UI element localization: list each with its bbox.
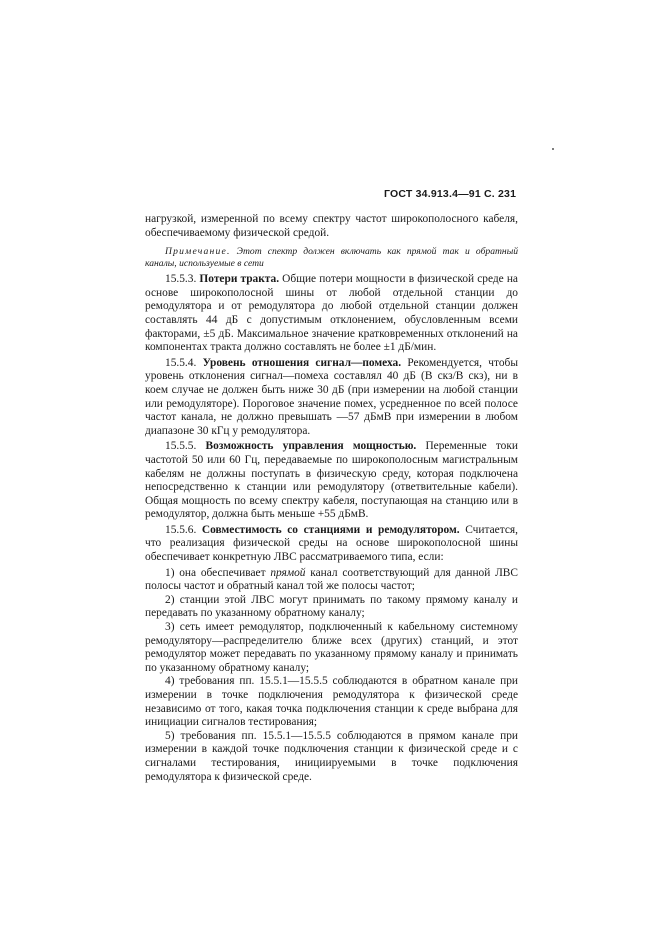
note-text: Этот спектр должен включать как прямой так и обратный каналы, используемые в сети [145, 246, 518, 269]
section-15-5-5 [145, 440, 518, 522]
section-title: Возможность управления мощностью. [205, 440, 417, 453]
section-title: Уровень отношения сигнал—помеха. [202, 356, 402, 369]
section-title: Потери тракта. [199, 273, 280, 286]
list-item-1: 1) она обеспечивает прямой канал соответствующий для данной ЛВС полосы частот и обратный канал той же полосы частот; [145, 566, 519, 593]
document-body [145, 213, 518, 784]
continuation-paragraph: нагрузкой, измеренной по всему спектру частот широкополосного кабеля, обеспечиваемому физической средой. [145, 213, 518, 239]
section-number: 15.5.6. [165, 523, 197, 536]
section-15-5-4 [145, 357, 518, 439]
list-item-2: 2) станции этой ЛВС могут принимать по такому прямому каналу и передавать по указанному обратному каналу; [145, 593, 518, 620]
note [145, 246, 518, 269]
scan-speck [552, 148, 554, 150]
list-item-3: 3) сеть имеет ремодулятор, подключенный к кабельному системному ремодулятору—распределителю ближе всех (других) станций, и этот ремодулятор может передавать по указанному прямому каналу и принимать по указанному обратному каналу; [145, 621, 518, 674]
section-15-5-3 [145, 273, 518, 355]
list-item-4: 4) требования пп. 15.5.1—15.5.5 соблюдаются в обратном канале при измерении в точке подключения ремодулятора к физической среде независимо от того, какая точка подключения станции к среде выбрана для инициации сигналов тестирования; [145, 675, 518, 729]
page-header: ГОСТ 34.913.4—91 С. 231 [384, 188, 517, 200]
section-number: 15.5.5. [165, 440, 197, 453]
section-text: Общие потери мощности в физической среде на основе широкополосной шины от любой отдельной станции до ремодулятора и от ремодулятора до любой отдельной станции должен составлять 44 дБ с допустимым отклонением, обусловленным всеми факторами, ±5 дБ. Максимальное значение кратковременных отклонений на компонентах тракта должно составлять не более ±1 дБ/мин. [145, 273, 518, 354]
section-number: 15.5.4. [165, 356, 197, 369]
section-text: Переменные токи частотой 50 или 60 Гц, передаваемые по широкополосным магистральным кабелям не должны поступать в физическую среду, которая подключена непосредственно к станции или ремодулятору (ответвительные кабели). Общая мощность по всему спектру кабеля, поступающая на станцию или в ремодулятор, должна быть меньше +55 дБмВ. [145, 440, 518, 521]
section-15-5-6 [145, 524, 518, 565]
section-title: Совместимость со станциями и ремодулятором. [201, 523, 460, 536]
section-text: Считается, что реализация физической среды на основе широкополосной шины обеспечивает конкретную ЛВС рассматриваемого типа, если: [145, 523, 518, 564]
section-text: Рекомендуется, чтобы уровень отклонения сигнал—помеха составлял 40 дБ (В скз/В скз), ни в коем случае не должен быть ниже 30 дБ (при измерении на любой станции или ремодуляторе). Пороговое значение помех, усредненное по всей полосе частот канала, не должно превышать —57 дБмВ при измерении в любом диапазоне 30 кГц у ремодулятора. [145, 356, 518, 437]
section-number: 15.5.3. [165, 273, 197, 286]
list-item-5: 5) требования пп. 15.5.1—15.5.5 соблюдаются в прямом канале при измерении в каждой точке подключения станции к физической среде и с сигналами тестирования, инициируемыми в точке подключения ремодулятора к физической среде. [145, 729, 518, 783]
note-label: Примечание. [165, 246, 231, 258]
